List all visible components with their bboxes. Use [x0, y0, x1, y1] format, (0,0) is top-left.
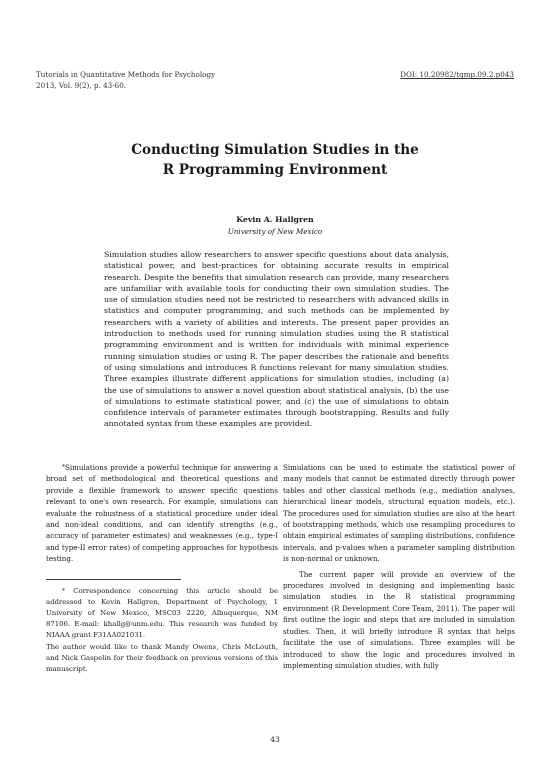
correspondence-text: Correspondence concerning this article should be addressed to Kevin Hallgren, Department of Psychology, 1 University of New Mexico, MSC03 2220, Albuquerque, NM 87106. E-mail: khallg@unm.edu. This research was funded by NIAAA grant F31AA021031. [46, 586, 278, 640]
footnote-marker: * [62, 464, 65, 471]
correspondence-footnote [46, 586, 278, 642]
doi-link[interactable]: DOI: 10.20982/tqmp.09.2.p043 [400, 70, 514, 79]
author-affiliation: University of New Mexico [227, 227, 323, 236]
footnote-rule [46, 579, 181, 580]
page-number: 43 [270, 735, 280, 744]
abstract: Simulation studies allow researchers to answer specific questions about data analysis, statistical power, and best-practices for obtaining accurate results in empirical research. Despite the benefits that simulation research can provide, many researchers are unfamiliar with available tools for conducting their own simulation studies. The use of simulation studies need not be restricted to researchers with advanced skills in statistics and computer programming, and such methods can be implemented by researchers with a variety of abilities and interests. The present paper provides an introduction to methods used for running simulation studies using the R statistical programming environment and is written for individuals with minimal experience running simulation studies or using R. The paper describes the rationale and benefits of using simulations and introduces R functions relevant for many simulation studies. Three examples illustrate different applications for simulation studies, including (a) the use of simulations to answer a novel question about statistical analysis, (b) the use of simulations to estimate statistical power, and (c) the use of simulations to obtain confidence intervals of parameter estimates through bootstrapping. Results and fully annotated syntax from these examples are provided. [104, 250, 449, 429]
left-column [46, 462, 278, 675]
author-name: Kevin A. Hallgren [236, 215, 314, 224]
acknowledgement-footnote: The author would like to thank Mandy Owens, Chris McLouth, and Nick Gaspelin for their feedback on previous versions of this manuscript. [46, 642, 278, 674]
right-column [283, 462, 515, 671]
journal-name: Tutorials in Quantitative Methods for Psychology [36, 70, 216, 79]
footnote-star: * [62, 587, 65, 595]
intro-paragraph [46, 462, 278, 565]
intro-text: Simulations provide a powerful technique for answering a broad set of methodological and theoretical questions and provide a flexible framework to answer specific questions relevant to one's own research. For example, simulations can evaluate the robustness of a statistical procedure under ideal and non-ideal conditions, and can identify strengths (e.g., accuracy of parameter estimates) and weaknesses (e.g., type-I and type-II error rates) of competing approaches for hypothesis testing. [46, 463, 278, 564]
running-header [36, 69, 215, 91]
title-line-2: R Programming Environment [162, 162, 388, 178]
paper-title [0, 140, 550, 180]
title-line-1: Conducting Simulation Studies in the [131, 142, 419, 158]
volume-info: 2013, Vol. 9(2), p. 43-60. [36, 81, 127, 90]
overview-paragraph: The current paper will provide an overview of the procedures involved in designing and implementing basic simulation studies in the R statistical programming environment (R Development Core Team, 2011). The paper will first outline the logic and steps that are included in simulation studies. Then, it will briefly introduce R syntax that helps facilitate the use of simulations. Three examples will be introduced to show the logic and procedures involved in implementing simulation studies, with fully [283, 569, 515, 670]
simulations-paragraph: Simulations can be used to estimate the statistical power of many models that cannot be estimated directly through power tables and other classical methods (e.g., mediation analyses, hierarchical linear models, structural equation models, etc.). The procedures used for simulation studies are also at the heart of bootstrapping methods, which use resampling procedures to obtain empirical estimates of sampling distributions, confidence intervals, and p-values when a parameter sampling distribution is non-normal or unknown. [283, 463, 515, 564]
